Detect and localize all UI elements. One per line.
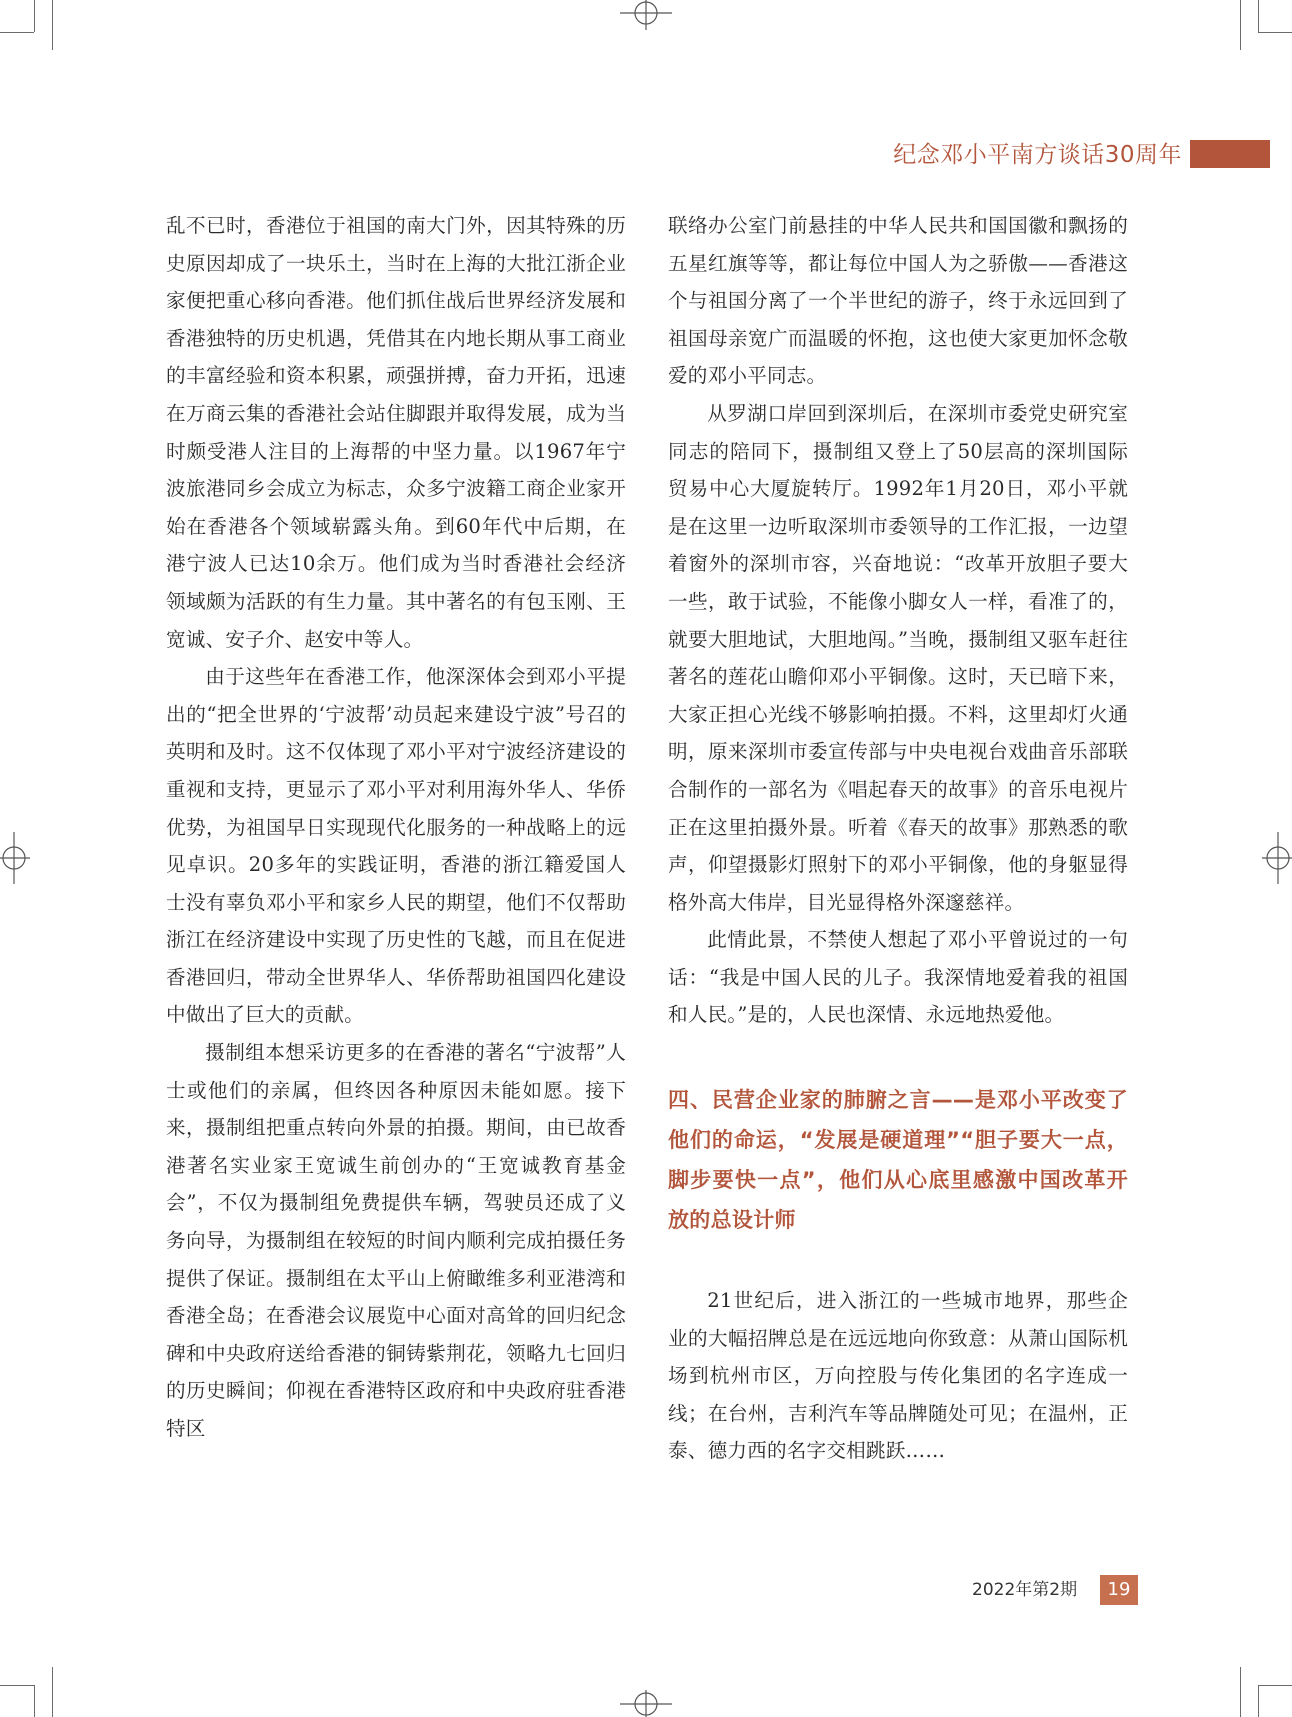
crop-mark-top-right-horizontal	[1258, 32, 1292, 33]
crop-mark-bottom-left-vertical	[34, 1685, 35, 1717]
registration-mark-bottom	[620, 1690, 672, 1717]
crop-mark-top-left-vertical	[34, 0, 35, 32]
right-column	[668, 207, 1128, 1470]
crop-mark-top-right-vertical	[1258, 0, 1259, 32]
registration-mark-left	[0, 832, 30, 884]
crop-mark-top-left-inner	[52, 0, 53, 50]
header-accent-bar	[1190, 140, 1270, 168]
left-column	[166, 207, 626, 1448]
running-title: 纪念邓小平南方谈话30周年	[893, 142, 1182, 168]
crop-mark-bottom-left-inner	[52, 1667, 53, 1717]
crop-mark-bottom-right-inner	[1240, 1667, 1241, 1717]
paragraph: 摄制组本想采访更多的在香港的著名“宁波帮”人士或他们的亲属，但终因各种原因未能如愿。接下来，摄制组把重点转向外景的拍摄。期间，由已故香港著名实业家王宽诚生前创办的“王宽诚教育基金会”，不仅为摄制组免费提供车辆，驾驶员还成了义务向导，为摄制组在较短的时间内顺利完成拍摄任务提供了保证。摄制组在太平山上俯瞰维多利亚港湾和香港全岛；在香港会议展览中心面对高耸的回归纪念碑和中央政府送给香港的铜铸紫荆花，领略九七回归的历史瞬间；仰视在香港特区政府和中央政府驻香港特区	[166, 1041, 626, 1440]
issue-label: 2022年第2期	[972, 1580, 1078, 1600]
paragraph: 联络办公室门前悬挂的中华人民共和国国徽和飘扬的五星红旗等等，都让每位中国人为之骄傲——香港这个与祖国分离了一个半世纪的游子，终于永远回到了祖国母亲宽广而温暖的怀抱，这也使大家更加怀念敬爱的邓小平同志。	[668, 214, 1128, 388]
registration-mark-top	[620, 0, 672, 30]
paragraph: 21世纪后，进入浙江的一些城市地界，那些企业的大幅招牌总是在远远地向你致意：从萧山国际机场到杭州市区，万向控股与传化集团的名字连成一线；在台州，吉利汽车等品牌随处可见；在温州，正泰、德力西的名字交相跳跃……	[668, 1289, 1128, 1463]
crop-mark-top-left-horizontal	[0, 32, 34, 33]
paragraph: 由于这些年在香港工作，他深深体会到邓小平提出的“把全世界的‘宁波帮’动员起来建设宁波”号召的英明和及时。这不仅体现了邓小平对宁波经济建设的重视和支持，更显示了邓小平对利用海外华人、华侨优势，为祖国早日实现现代化服务的一种战略上的远见卓识。20多年的实践证明，香港的浙江籍爱国人士没有辜负邓小平和家乡人民的期望，他们不仅帮助浙江在经济建设中实现了历史性的飞越，而且在促进香港回归，带动全世界华人、华侨帮助祖国四化建设中做出了巨大的贡献。	[166, 665, 626, 1027]
crop-mark-bottom-left-horizontal	[0, 1685, 34, 1686]
registration-mark-right	[1262, 832, 1292, 884]
crop-mark-top-right-inner	[1240, 0, 1241, 50]
section-heading: 四、民营企业家的肺腑之言——是邓小平改变了他们的命运，“发展是硬道理”“胆子要大一点，脚步要快一点”，他们从心底里感激中国改革开放的总设计师	[668, 1088, 1128, 1233]
crop-mark-bottom-right-vertical	[1258, 1685, 1259, 1717]
running-header	[800, 138, 1270, 172]
paragraph: 此情此景，不禁使人想起了邓小平曾说过的一句话：“我是中国人民的儿子。我深情地爱着我的祖国和人民。”是的，人民也深情、永远地热爱他。	[668, 928, 1128, 1027]
paragraph: 乱不已时，香港位于祖国的南大门外，因其特殊的历史原因却成了一块乐土，当时在上海的大批江浙企业家便把重心移向香港。他们抓住战后世界经济发展和香港独特的历史机遇，凭借其在内地长期从事工商业的丰富经验和资本积累，顽强拼搏，奋力开拓，迅速在万商云集的香港社会站住脚跟并取得发展，成为当时颇受港人注目的上海帮的中坚力量。以1967年宁波旅港同乡会成立为标志，众多宁波籍工商企业家开始在香港各个领域崭露头角。到60年代中后期，在港宁波人已达10余万。他们成为当时香港社会经济领域颇为活跃的有生力量。其中著名的有包玉刚、王宽诚、安子介、赵安中等人。	[166, 214, 626, 651]
paragraph: 从罗湖口岸回到深圳后，在深圳市委党史研究室同志的陪同下，摄制组又登上了50层高的深圳国际贸易中心大厦旋转厅。1992年1月20日，邓小平就是在这里一边听取深圳市委领导的工作汇报，一边望着窗外的深圳市容，兴奋地说：“改革开放胆子要大一些，敢于试验，不能像小脚女人一样，看准了的，就要大胆地试，大胆地闯。”当晚，摄制组又驱车赶往著名的莲花山瞻仰邓小平铜像。这时，天已暗下来，大家正担心光线不够影响拍摄。不料，这里却灯火通明，原来深圳市委宣传部与中央电视台戏曲音乐部联合制作的一部名为《唱起春天的故事》的音乐电视片正在这里拍摄外景。听着《春天的故事》那熟悉的歌声，仰望摄影灯照射下的邓小平铜像，他的身躯显得格外高大伟岸，目光显得格外深邃慈祥。	[668, 401, 1128, 914]
page-number: 19	[1100, 1575, 1138, 1605]
crop-mark-bottom-right-horizontal	[1258, 1685, 1292, 1686]
